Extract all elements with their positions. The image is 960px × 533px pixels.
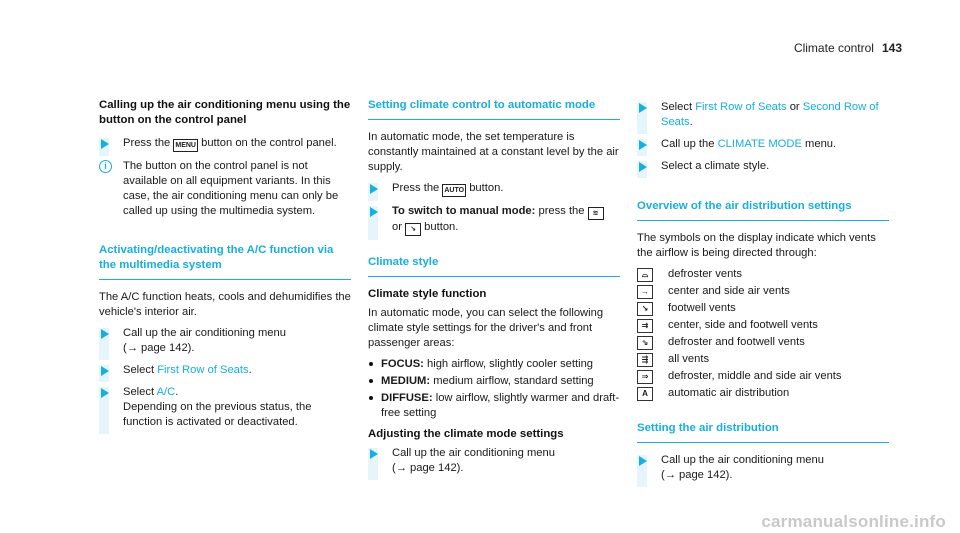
step: Call up the air conditioning menu (→ page 142). — [637, 453, 889, 483]
arrow-icon — [639, 103, 647, 113]
air-distribution-key-icon: ↘ — [405, 223, 421, 236]
list-item: ⇒ defroster, middle and side air vents — [637, 369, 889, 384]
page-number: 143 — [881, 41, 902, 55]
ac-intro: The A/C function heats, cools and dehumidifies the vehicle's interior air. — [99, 291, 351, 318]
defroster-middle-side-icon: ⇒ — [637, 370, 653, 384]
center-side-footwell-icon: ⇉ — [637, 319, 653, 333]
step: Call up the CLIMATE MODE menu. — [637, 137, 889, 152]
step: Call up the air conditioning menu (→ page 142). — [99, 326, 351, 356]
heading-adjust-climate: Adjusting the climate mode settings — [368, 428, 564, 440]
column-1 — [99, 98, 351, 437]
link-ac[interactable]: A/C — [156, 386, 176, 398]
footwell-vents-icon: ↘ — [637, 302, 653, 316]
step: Select First Row of Seats. — [99, 363, 351, 378]
list-item: ⌓ defroster vents — [637, 267, 889, 282]
step: Press the AUTO button. — [368, 181, 620, 197]
info-icon: i — [99, 160, 112, 173]
list-item: ⇶ all vents — [637, 352, 889, 367]
step: Call up the air conditioning menu (→ page 142). — [368, 446, 620, 476]
auto-distribution-icon: A — [637, 387, 653, 401]
list-item: DIFFUSE: low airflow, slightly warmer and draft-free setting — [368, 391, 620, 421]
header-section: Climate control — [793, 41, 874, 55]
column-3 — [637, 100, 889, 490]
watermark: carmanualsonline.info — [761, 512, 946, 531]
link-first-row[interactable]: First Row of Seats — [157, 364, 249, 376]
arrow-icon — [101, 329, 109, 339]
list-item: ⇘ defroster and footwell vents — [637, 335, 889, 350]
distribution-intro: The symbols on the display indicate which vents the airflow is being directed through: — [637, 232, 876, 259]
defroster-footwell-icon: ⇘ — [637, 336, 653, 350]
arrow-icon — [370, 184, 378, 194]
step: Select A/C. Depending on the previous status, the function is activated or deactivated. — [99, 385, 351, 430]
arrow-icon — [101, 366, 109, 376]
info-note: i The button on the control panel is not available on all equipment variants. In this case, the air conditioning menu can only be called up using the multimedia system. — [99, 159, 351, 219]
symbol-list — [637, 267, 889, 401]
airflow-key-icon: ≋ — [588, 207, 604, 220]
all-vents-icon: ⇶ — [637, 353, 653, 367]
section-climate-style: Climate style — [368, 255, 620, 277]
auto-key-icon: AUTO — [442, 184, 466, 197]
heading-menu-button: Calling up the air conditioning menu using the button on the control panel — [99, 99, 351, 126]
link-second-row[interactable]: Second Row of Seats — [661, 101, 879, 128]
menu-key-icon: MENU — [173, 139, 198, 152]
page-header — [794, 41, 902, 56]
link-climate-mode[interactable]: CLIMATE MODE — [717, 138, 802, 150]
column-2 — [368, 98, 620, 483]
center-side-vents-icon: → — [637, 285, 653, 299]
style-list — [368, 357, 620, 421]
arrow-icon — [370, 207, 378, 217]
arrow-icon — [639, 140, 647, 150]
section-ac-function: Activating/deactivating the A/C function via the multimedia system — [99, 243, 351, 280]
step: To switch to manual mode: press the ≋ or ↘ button. — [368, 204, 620, 236]
section-automatic-mode: Setting climate control to automatic mode — [368, 98, 620, 120]
list-item: → center and side air vents — [637, 284, 889, 299]
link-first-row[interactable]: First Row of Seats — [695, 101, 787, 113]
section-air-distribution-overview: Overview of the air distribution settings — [637, 199, 889, 221]
list-item: ↘ footwell vents — [637, 301, 889, 316]
section-setting-air-distribution: Setting the air distribution — [637, 421, 889, 443]
auto-intro: In automatic mode, the set temperature is constantly maintained at a constant level by the air supply. — [368, 131, 619, 173]
style-intro: In automatic mode, you can select the following climate style settings for the driver's and front passenger areas: — [368, 307, 604, 349]
list-item: MEDIUM: medium airflow, standard setting — [368, 374, 620, 389]
arrow-icon — [639, 456, 647, 466]
arrow-icon — [639, 162, 647, 172]
step: Select a climate style. — [637, 159, 889, 174]
list-item: A automatic air distribution — [637, 386, 889, 401]
arrow-icon — [101, 139, 109, 149]
arrow-icon — [101, 388, 109, 398]
step: Press the MENU button on the control panel. — [99, 136, 351, 152]
list-item: FOCUS: high airflow, slightly cooler setting — [368, 357, 620, 372]
arrow-icon — [370, 449, 378, 459]
list-item: ⇉ center, side and footwell vents — [637, 318, 889, 333]
step: Select First Row of Seats or Second Row of Seats. — [637, 100, 889, 130]
defroster-vents-icon: ⌓ — [637, 268, 653, 282]
heading-climate-style-function: Climate style function — [368, 288, 487, 300]
